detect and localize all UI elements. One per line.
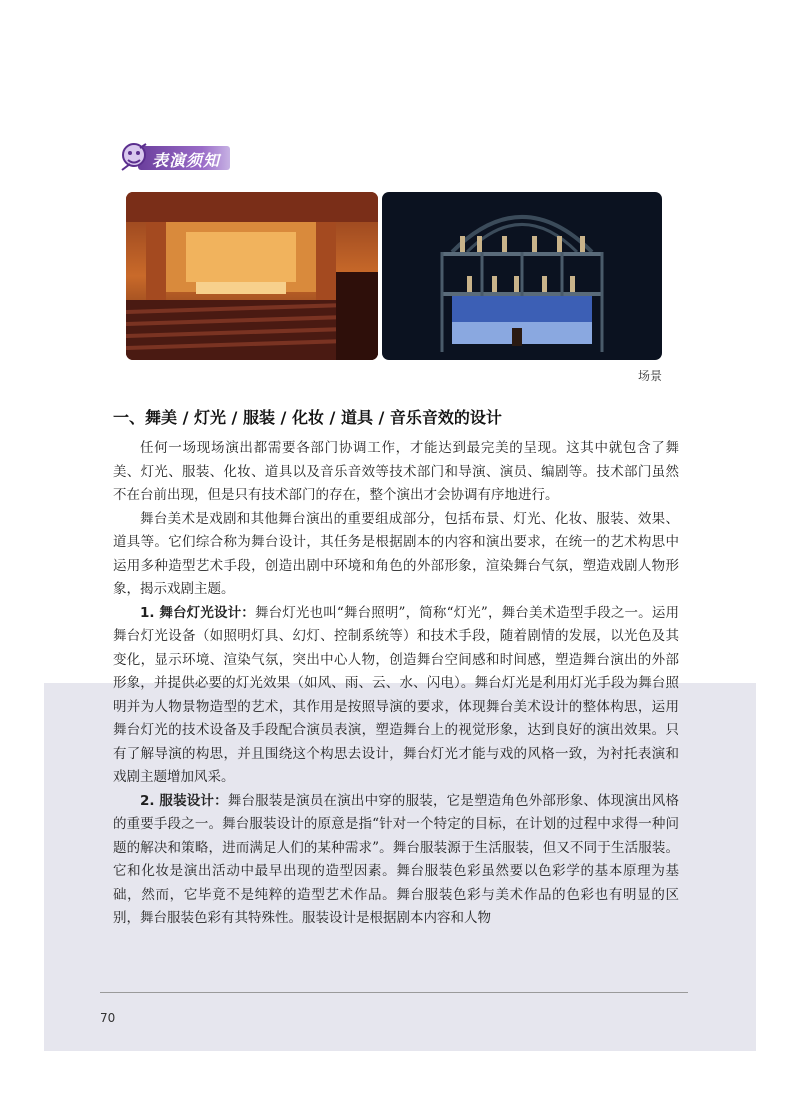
page-number: 70 [100,1011,116,1025]
paragraph-intro: 任何一场现场演出都需要各部门协调工作，才能达到最完美的呈现。这其中就包含了舞美、灯光、服装、化妆、道具以及音乐音效等技术部门和导演、演员、编剧等。技术部门虽然不在台前出现，但是只有技术部门的存在，整个演出才会协调有序地进行。 [113,440,679,503]
paragraph-stage-art: 舞台美术是戏剧和其他舞台演出的重要组成部分，包括布景、灯光、化妆、服装、效果、道具等。它们综合称为舞台设计，其任务是根据剧本的内容和演出要求，在统一的艺术构思中运用多种造型艺术手段，创造出剧中环境和角色的外部形象，渲染舞台气氛，塑造戏剧人物形象，揭示戏剧主题。 [113,510,679,597]
section-heading: 一、舞美 / 灯光 / 服装 / 化妆 / 道具 / 音乐音效的设计 [113,408,502,427]
paragraph-lighting [113,602,679,790]
stage-set-photo [382,192,662,360]
banner-label: 表演须知 [152,151,221,170]
body-text [113,437,679,931]
lighting-text: 舞台灯光也叫“舞台照明”，简称“灯光”，舞台美术造型手段之一。运用舞台灯光设备（如照明灯具、幻灯、控制系统等）和技术手段，随着剧情的发展，以光色及其变化，显示环境、渲染气氛，突出中心人物，创造舞台空间感和时间感，塑造舞台演出的外部形象，并提供必要的灯光效果（如风、雨、云、水、闪电）。舞台灯光是利用灯光手段为舞台照明并为人物景物造型的艺术，其作用是按照导演的要求，体现舞台美术设计的整体构思，运用舞台灯光的技术设备及手段配合演员表演，塑造舞台上的视觉形象，达到良好的演出效果。只有了解导演的构思，并且围绕这个构思去设计，舞台灯光才能与戏的风格一致，为衬托表演和戏剧主题增加风采。 [113,604,679,785]
concert-hall-photo [126,192,378,360]
costume-text: 舞台服装是演员在演出中穿的服装，它是塑造角色外部形象、体现演出风格的重要手段之一。舞台服装设计的原意是指“针对一个特定的目标，在计划的过程中求得一种问题的解决和策略，进而满足人们的某种需求”。舞台服装源于生活服装，但又不同于生活服装。它和化妆是演出活动中最早出现的造型因素。舞台服装色彩虽然要以色彩学的基本原理为基础，然而，它毕竟不是纯粹的造型艺术作品。舞台服装色彩与美术作品的色彩也有明显的区别，舞台服装色彩有其特殊性。服装设计是根据剧本内容和人物 [113,792,679,926]
costume-term: 2. 服装设计： [140,792,228,809]
footer-rule [100,992,688,993]
lighting-term: 1. 舞台灯光设计： [140,604,255,621]
paragraph-costume [113,790,679,931]
section-banner [118,140,234,174]
figure-caption: 场景 [638,369,663,383]
